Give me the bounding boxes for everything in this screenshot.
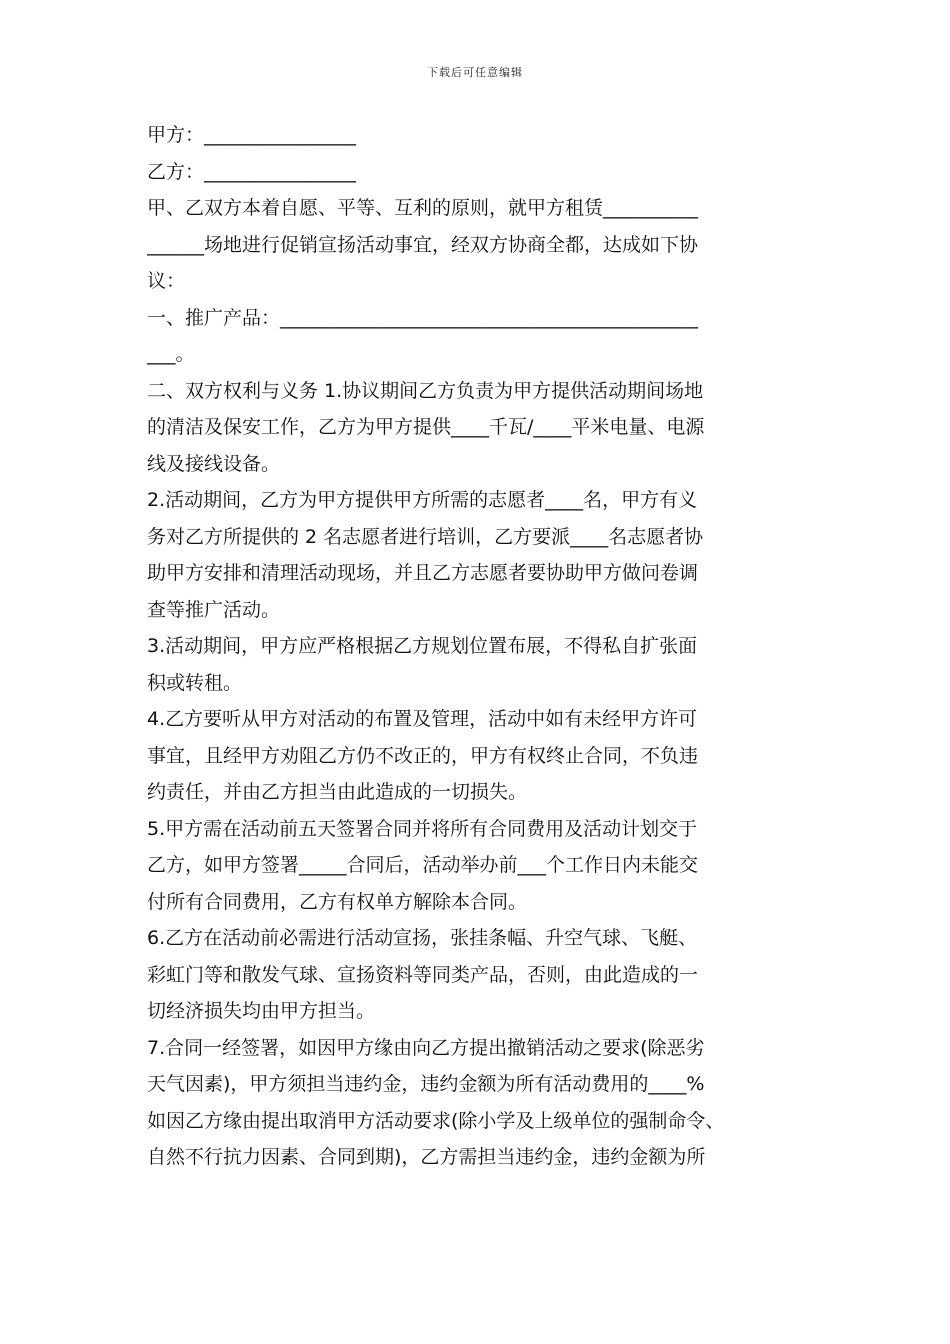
- page-header: 下载后可任意编辑: [427, 66, 523, 79]
- clause-line: 付所有合同费用，乙方有权单方解除本合同。: [147, 890, 528, 913]
- clause-line: 7.合同一经签署，如因甲方缘由向乙方提出撤销活动之要求(除恶劣: [147, 1036, 705, 1059]
- clause-line: 约责任，并由乙方担当由此造成的一切损失。: [147, 781, 528, 803]
- product-line: 一、推广产品：____________________________________________: [147, 306, 699, 329]
- product-line: ___。: [147, 343, 195, 365]
- clause-line: 乙方，如甲方签署_____合同后，活动举办前___个工作日内未能交: [147, 854, 699, 876]
- clause-line: 切经济损失均由甲方担当。: [147, 1000, 376, 1022]
- clause-line: 积或转租。: [147, 671, 243, 694]
- party-a-line: 甲方：________________: [147, 124, 357, 146]
- clause-line: 自然不行抗力因素、合同到期)，乙方需担当违约金，违约金额为所: [147, 1146, 706, 1168]
- preamble-line: ______场地进行促销宣扬活动事宜，经双方协商全都，达成如下协: [147, 233, 699, 256]
- clause-line: 如因乙方缘由提出取消甲方活动要求(除小学及上级单位的强制命令、: [147, 1109, 725, 1132]
- clause-line: 6.乙方在活动前必需进行活动宣扬，张挂条幅、升空气球、飞艇、: [147, 927, 698, 949]
- clause-line: 彩虹门等和散发气球、宣扬资料等同类产品，否则，由此造成的一: [147, 963, 699, 986]
- clause-line: 务对乙方所提供的 2 名志愿者进行培训，乙方要派____名志愿者协: [147, 525, 704, 548]
- clause-line: 的清洁及保安工作，乙方为甲方提供____千瓦/____平米电量、电源: [147, 416, 705, 438]
- clause-line: 查等推广活动。: [147, 598, 281, 621]
- preamble-line: 甲、乙双方本着自愿、平等、互利的原则，就甲方租赁__________: [147, 197, 699, 219]
- clause-line: 2.活动期间，乙方为甲方提供甲方所需的志愿者____名，甲方有义: [147, 489, 698, 511]
- document-body: [147, 117, 812, 1176]
- preamble-line: 议：: [147, 270, 186, 292]
- clause-line: 4.乙方要听从甲方对活动的布置及管理，活动中如有未经甲方许可: [147, 708, 698, 730]
- clause-line: 3.活动期间，甲方应严格根据乙方规划位置布展，不得私自扩张面: [147, 635, 698, 657]
- clause-line: 天气因素)，甲方须担当违约金，违约金额为所有活动费用的____%: [147, 1073, 705, 1095]
- clause-line: 事宜，且经甲方劝阻乙方仍不改正的，甲方有权终止合同，不负违: [147, 744, 699, 767]
- clause-line: 二、双方权利与义务 1.协议期间乙方负责为甲方提供活动期间场地: [147, 379, 704, 402]
- clause-line: 助甲方安排和清理活动现场，并且乙方志愿者要协助甲方做问卷调: [147, 562, 699, 584]
- party-b-line: 乙方：________________: [147, 160, 357, 183]
- clause-line: 5.甲方需在活动前五天签署合同并将所有合同费用及活动计划交于: [147, 817, 698, 840]
- clause-line: 线及接线设备。: [147, 452, 281, 475]
